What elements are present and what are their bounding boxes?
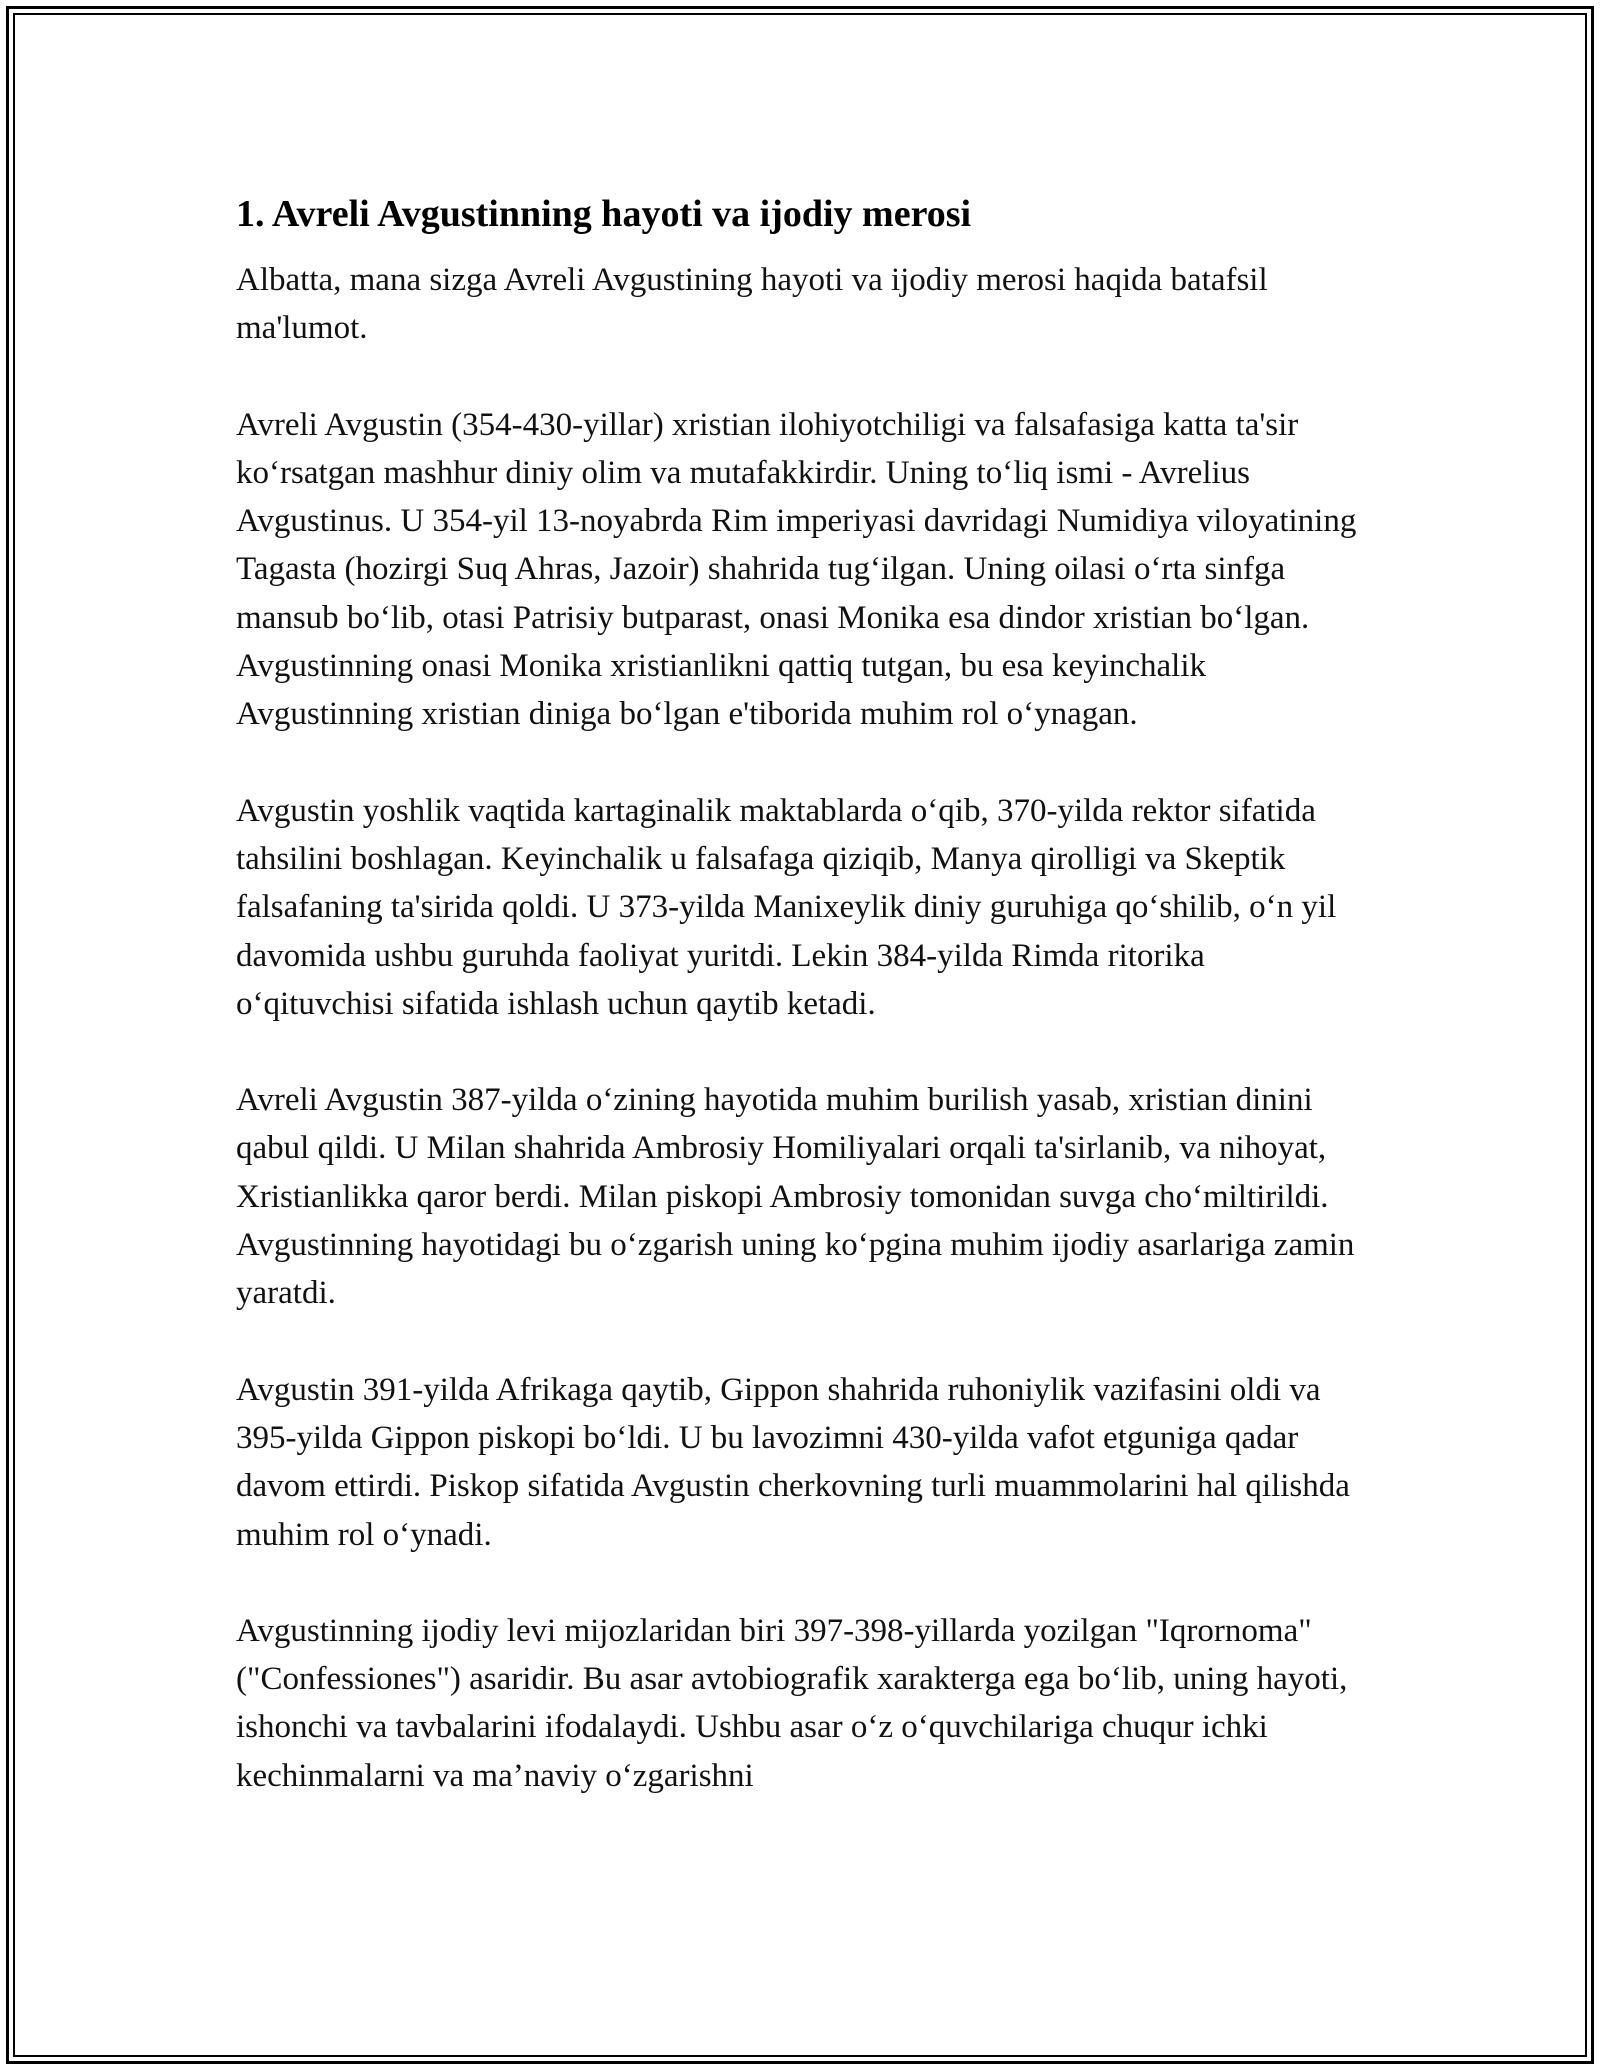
paragraph-intro: Albatta, mana sizga Avreli Avgustining hayoti va ijodiy merosi haqida batafsil ma'lumot. <box>236 262 1268 347</box>
paragraph-bishop: Avgustin 391-yilda Afrikaga qaytib, Gippon shahrida ruhoniylik vazifasini oldi va 395-yilda Gippon piskopi bo‘ldi. U bu lavozimni 430-yilda vafot etguniga qadar davom ettirdi. Piskop sifatida Avgustin cherkovning turli muammolarini hal qilishda muhim rol o‘ynadi. <box>236 1371 1350 1553</box>
paragraph-education: Avgustin yoshlik vaqtida kartaginalik maktablarda o‘qib, 370-yilda rektor sifatida tahsilini boshlagan. Keyinchalik u falsafaga qiziqib, Manya qirolligi va Skeptik falsafaning ta'sirida qoldi. U 373-yilda Manixeylik diniy guruhiga qo‘shilib, o‘n yil davomida ushbu guruhda faoliyat yuritdi. Lekin 384-yilda Rimda ritorika o‘qituvchisi sifatida ishlash uchun qaytib ketadi. <box>236 792 1337 1022</box>
section-heading: 1. Avreli Avgustinning hayoti va ijodiy merosi <box>236 193 972 235</box>
document-body <box>236 186 1366 1848</box>
paragraph-conversion: Avreli Avgustin 387-yilda o‘zining hayotida muhim burilish yasab, xristian dinini qabul qildi. U Milan shahrida Ambrosiy Homiliyalari orqali ta'sirlanib, va nihoyat, Xristianlikka qaror berdi. Milan piskopi Ambrosiy tomonidan suvga cho‘miltirildi. Avgustinning hayotidagi bu o‘zgarish uning ko‘pgina muhim ijodiy asarlariga zamin yaratdi. <box>236 1082 1355 1312</box>
paragraph-confessions: Avgustinning ijodiy levi mijozlaridan biri 397-398-yillarda yozilgan "Iqrornoma" ("Confessiones") asaridir. Bu asar avtobiografik xarakterga ega bo‘lib, uning hayoti, ishonchi va tavbalarini ifodalaydi. Ushbu asar o‘z o‘quvchilariga chuqur ichki kechinmalarni va ma’naviy o‘zgarishni <box>236 1612 1348 1794</box>
paragraph-biography: Avreli Avgustin (354-430-yillar) xristian ilohiyotchiligi va falsafasiga katta ta'sir ko‘rsatgan mashhur diniy olim va mutafakkirdir. Uning to‘liq ismi - Avrelius Avgustinus. U 354-yil 13-noyabrda Rim imperiyasi davridagi Numidiya viloyatining Tagasta (hozirgi Suq Ahras, Jazoir) shahrida tug‘ilgan. Uning oilasi o‘rta sinfga mansub bo‘lib, otasi Patrisiy butparast, onasi Monika esa dindor xristian bo‘lgan. Avgustinning onasi Monika xristianlikni qattiq tutgan, bu esa keyinchalik Avgustinning xristian diniga bo‘lgan e'tiborida muhim rol o‘ynagan. <box>236 406 1357 733</box>
